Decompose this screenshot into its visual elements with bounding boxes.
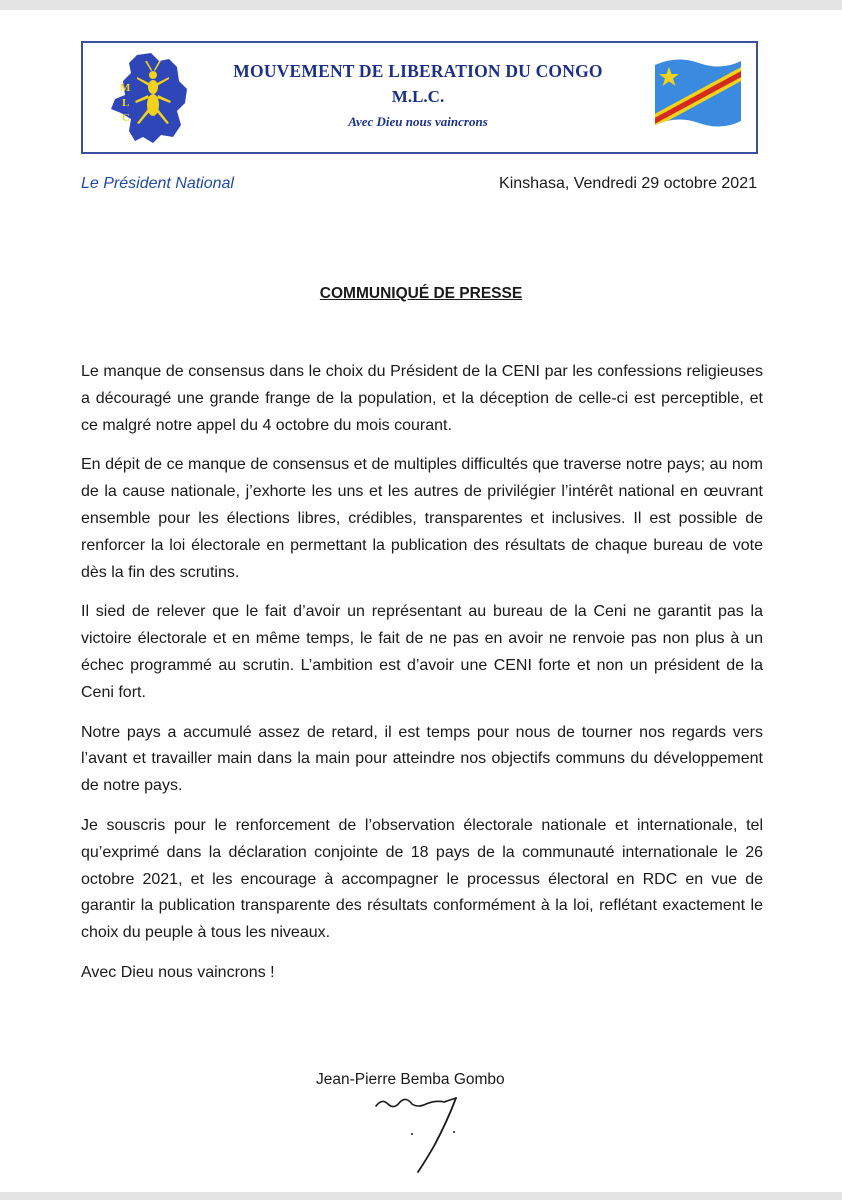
closing-line: Avec Dieu nous vaincrons ! bbox=[81, 963, 275, 981]
svg-text:L: L bbox=[122, 97, 130, 109]
paragraph: Notre pays a accumulé assez de retard, il est temps pour nous de tourner nos regards vers l’avant et travailler main dans la main pour atteindre nos objectifs communs du développement de notre pays. bbox=[81, 723, 763, 795]
bottom-margin-strip bbox=[0, 1192, 842, 1200]
document-title: COMMUNIQUÉ DE PRESSE bbox=[319, 285, 523, 302]
document-body bbox=[81, 359, 763, 1000]
letterhead-title: MOUVEMENT DE LIBERATION DU CONGO bbox=[233, 61, 603, 81]
paragraph: Le manque de consensus dans le choix du Président de la CENI par les confessions religieuses a découragé une grande frange de la population, et la déception de celle-ci est perceptible, et ce malgré notre appel du 4 octobre du mois courant. bbox=[81, 363, 763, 434]
drc-flag-icon bbox=[649, 55, 745, 135]
sender-title: Le Président National bbox=[81, 175, 234, 192]
svg-text:M: M bbox=[120, 82, 131, 94]
letterhead-motto: Avec Dieu nous vaincrons bbox=[348, 114, 488, 129]
letterhead bbox=[81, 41, 758, 154]
mlc-map-emblem-icon bbox=[107, 51, 191, 147]
signatory-name: Jean-Pierre Bemba Gombo bbox=[316, 1071, 505, 1088]
paragraph: Il sied de relever que le fait d’avoir un représentant au bureau de la Ceni ne garantit pas la victoire électorale et en même temps, le fait de ne pas en avoir ne renvoie pas non plus à un échec programmé au scrutin. L’ambition est d’avoir une CENI forte et non un président de la Ceni fort. bbox=[81, 603, 763, 701]
paragraph: Je souscris pour le renforcement de l’observation électorale nationale et internationale, tel qu’exprimé dans la déclaration conjointe de 18 pays de la communauté internationale le 26 octobre 2021, et les encourage à accompagner le processus électoral en RDC en vue de garantir la publication transparente des résultats conformément à la loi, reflétant exactement le choix du peuple à tous les niveaux. bbox=[81, 816, 763, 942]
signature-icon bbox=[372, 1094, 472, 1174]
paragraph: En dépit de ce manque de consensus et de multiples difficultés que traverse notre pays; au nom de la cause nationale, j’exhorte les uns et les autres de privilégier l’intérêt national en œuvrant ensemble pour les élections libres, crédibles, transparentes et inclusives. Il est possible de renforcer la loi électorale en permettant la publication des résultats de chaque bureau de vote dès la fin des scrutins. bbox=[81, 456, 763, 581]
svg-text:C: C bbox=[122, 112, 130, 124]
letterhead-abbreviation: M.L.C. bbox=[391, 87, 445, 106]
date-line: Kinshasa, Vendredi 29 octobre 2021 bbox=[499, 175, 757, 192]
top-margin-strip bbox=[0, 0, 842, 10]
